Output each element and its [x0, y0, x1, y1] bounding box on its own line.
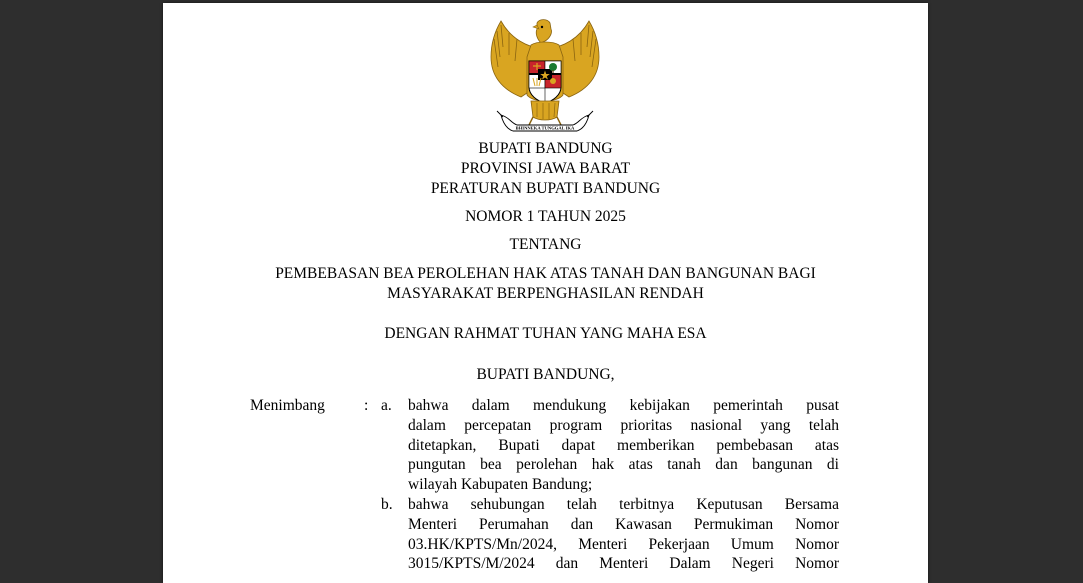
item-a-line: ditetapkan, Bupati dapat memberikan pembebasan atas: [408, 436, 839, 454]
regulation-number: NOMOR 1 TAHUN 2025: [465, 208, 626, 225]
header-province: PROVINSI JAWA BARAT: [460, 160, 631, 177]
regulation-title-line2: MASYARAKAT BERPENGHASILAN RENDAH: [387, 285, 704, 302]
item-b-line: 03.HK/KPTS/Mn/2024, Menteri Pekerjaan Umum Nomor: [408, 535, 839, 553]
item-a-paragraph: [408, 396, 839, 495]
item-a-line: dalam percepatan program prioritas nasional yang telah: [408, 416, 839, 434]
item-b-line: bahwa sehubungan telah terbitnya Keputusan Bersama: [408, 496, 839, 513]
menimbang-label: Menimbang: [250, 397, 325, 414]
rahmat-line: DENGAN RAHMAT TUHAN YANG MAHA ESA: [384, 325, 707, 342]
header-regulation: PERATURAN BUPATI BANDUNG: [430, 180, 661, 197]
item-b-line: Menteri Perumahan dan Kawasan Permukiman Nomor: [408, 515, 839, 533]
item-b-line: 3015/KPTS/M/2024 dan Menteri Dalam Negeri Nomor: [408, 555, 839, 573]
document-page: [163, 3, 928, 583]
item-b-paragraph: [408, 495, 839, 574]
bupati-line: BUPATI BANDUNG,: [476, 366, 615, 383]
menimbang-colon: :: [364, 397, 369, 414]
regulation-title-line1: PEMBEBASAN BEA PEROLEHAN HAK ATAS TANAH DAN BANGUNAN BAGI: [275, 265, 816, 282]
item-b-label: b.: [381, 496, 393, 513]
tentang-heading: TENTANG: [509, 236, 582, 253]
garuda-pancasila-emblem: [487, 17, 603, 139]
emblem-motto: BHINNEKA TUNGGAL IKA: [515, 125, 575, 131]
item-a-line: bahwa dalam mendukung kebijakan pemerintah pusat: [408, 397, 839, 414]
shield: [529, 61, 561, 103]
item-a-line: pungutan bea perolehan hak atas tanah dan bangunan di: [408, 456, 839, 474]
header-title: BUPATI BANDUNG: [478, 140, 613, 157]
item-a-line: wilayah Kabupaten Bandung;: [408, 476, 593, 494]
item-a-label: a.: [381, 397, 392, 414]
